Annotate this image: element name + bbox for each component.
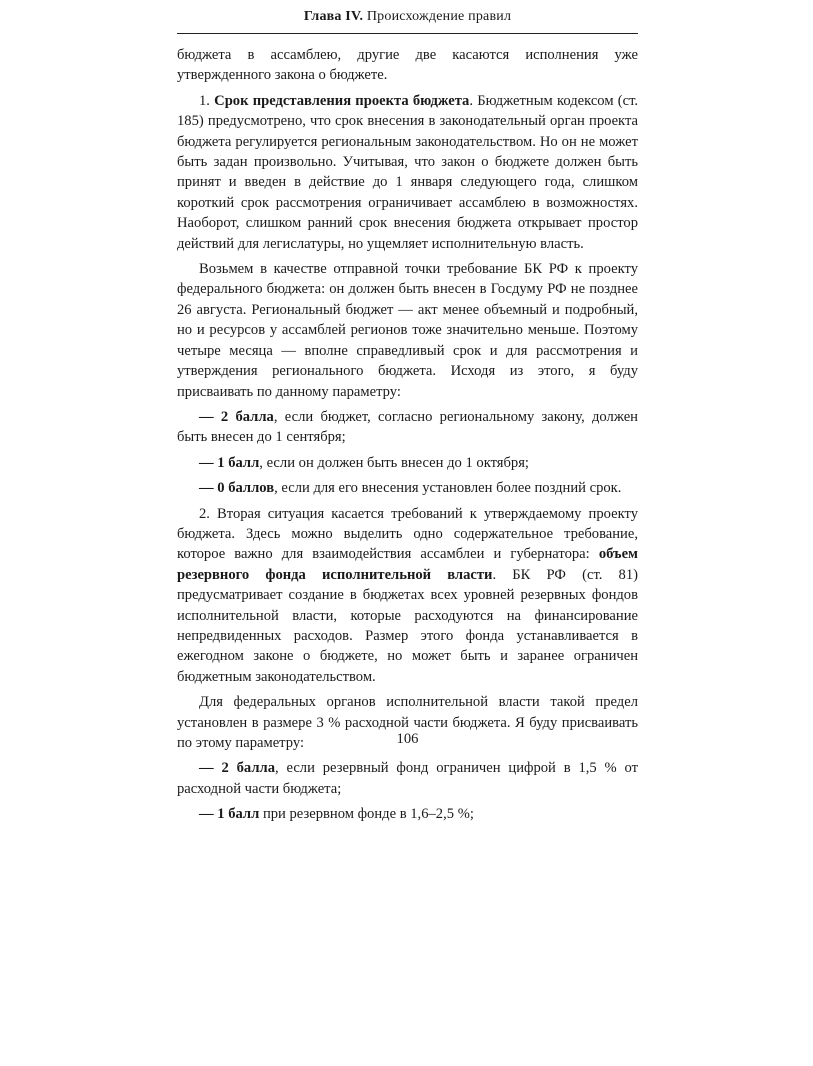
paragraph: Для федеральных органов исполнительной власти такой предел установлен в размере 3 % расходной части бюджета. Я буду присваивать по этому параметру: xyxy=(177,694,638,751)
list-item: — 2 балла, если резервный фонд ограничен цифрой в 1,5 % от расходной части бюджета; xyxy=(177,760,639,797)
chapter-title: Происхождение правил xyxy=(366,9,512,24)
bold-term: Срок представления проекта бюджета xyxy=(214,92,470,109)
bold-term: 2 балла xyxy=(221,760,275,777)
list-item: — 1 балл при резервном фонде в 1,6–2,5 %; xyxy=(199,806,474,823)
paragraph: 1. Срок представления проекта бюджета. Бюджетным кодексом (ст. 185) предусмотрено, что срок внесения в законодательный орган проекта бюджета регулируется региональным законодательством. Но он не может быть задан произвольно. Учитывая, что закон о бюджете должен быть принят и введен в действие до 1 января следующего года, слишком короткий срок рассмотрения ограничивает ассамблею в возможностях. Наоборот, слишком ранний срок внесения бюджета открывает простор действий для легислатуры, но ущемляет исполнительную власть. xyxy=(177,92,639,252)
paragraph: Возьмем в качестве отправной точки требование БК РФ к проекту федерального бюджета: он должен быть внесен в Госдуму РФ не позднее 26 августа. Региональный бюджет — акт менее объемный и подробный, но и ресурсов у ассамблей регионов тоже значительно меньше. Поэтому четыре месяца — вполне справедливый срок и для рассмотрения и утверждения регионального бюджета. Исходя из этого, я буду присваивать по данному параметру: xyxy=(177,261,638,400)
bold-term: 1 балл xyxy=(217,454,260,471)
bold-term: 2 балла xyxy=(220,408,274,425)
paragraph: бюджета в ассамблею, другие две касаются исполнения уже утвержденного закона о бюджете. xyxy=(177,47,638,84)
bold-term: 1 балл xyxy=(217,806,260,823)
chapter-label: Глава IV. xyxy=(303,9,364,24)
list-item: — 2 балла, если бюджет, согласно региональному закону, должен быть внесен до 1 сентября; xyxy=(177,408,638,446)
running-head xyxy=(177,9,638,25)
list-item: — 1 балл, если он должен быть внесен до 1 октября; xyxy=(199,454,529,471)
body-text xyxy=(177,45,638,830)
page-number: 106 xyxy=(396,731,419,747)
bold-term: 0 баллов xyxy=(217,480,275,497)
list-item: — 0 баллов, если для его внесения установлен более поздний срок. xyxy=(199,480,622,497)
paragraph: 2. Вторая ситуация касается требований к утверждаемому проекту бюджета. Здесь можно выделить одно содержательное требование, которое важно для взаимодействия ассамблеи и губернатора: объем резервного фонда исполнительной власти. БК РФ (ст. 81) предусматривает создание в бюджетах всех уровней резервных фондов исполнительной власти, которые расходуются на финансирование непредвиденных расходов. Размер этого фонда устанавливается в ежегодном законе о бюджете, но может быть и заранее ограничен бюджетным законодательством. xyxy=(177,505,638,685)
header-rule xyxy=(177,33,638,34)
bold-term: объем резервного фонда исполнительной власти xyxy=(177,546,638,583)
